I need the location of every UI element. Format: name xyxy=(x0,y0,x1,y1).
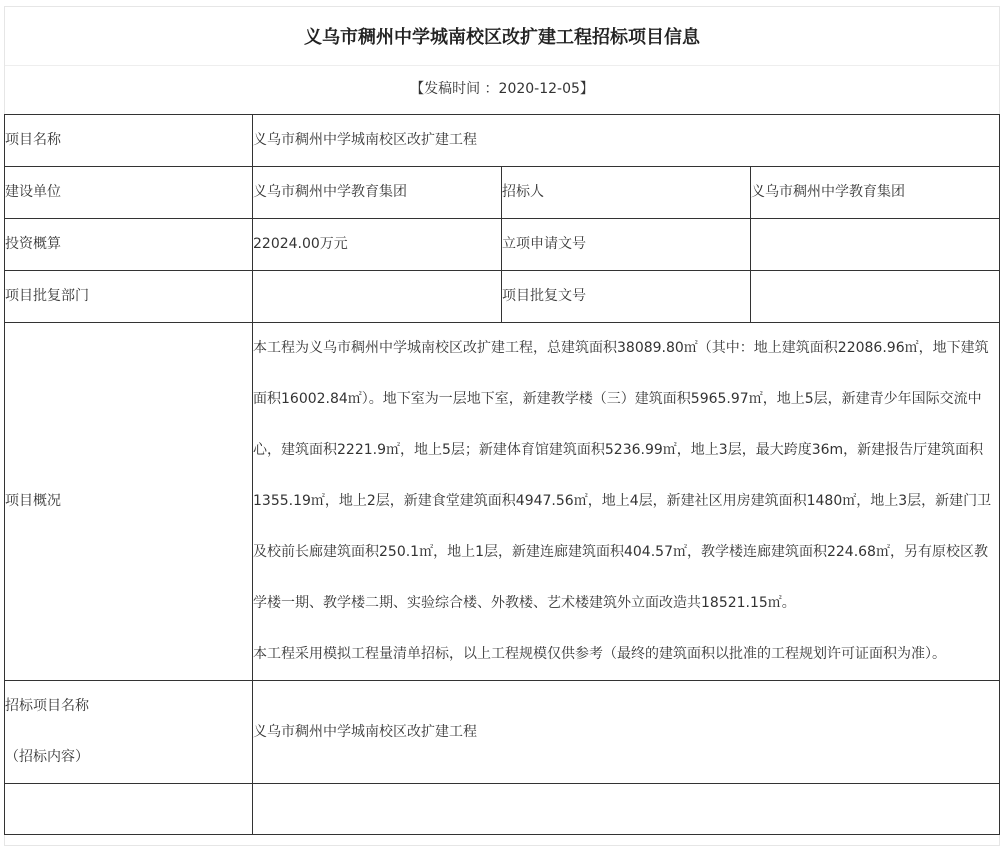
overview-label: 项目概况 xyxy=(5,323,253,681)
bid-name-label: 招标项目名称 xyxy=(5,698,89,714)
overview-value xyxy=(253,323,1000,681)
bid-name-value: 义乌市稠州中学城南校区改扩建工程 xyxy=(253,681,1000,784)
builder-value: 义乌市稠州中学教育集团 xyxy=(253,167,502,219)
table-row xyxy=(5,271,1000,323)
project-name-label: 项目名称 xyxy=(5,115,253,167)
table-row xyxy=(5,167,1000,219)
approval-doc-label: 立项申请文号 xyxy=(502,219,751,271)
builder-label: 建设单位 xyxy=(5,167,253,219)
table-row xyxy=(5,219,1000,271)
approval-dept-value xyxy=(253,271,502,323)
approval-doc-value xyxy=(751,219,1000,271)
publish-date: 【发稿时间 ：2020-12-05】 xyxy=(410,81,594,97)
budget-value: 22024.00万元 xyxy=(253,219,502,271)
title-divider xyxy=(5,65,999,66)
page-title: 义乌市稠州中学城南校区改扩建工程招标项目信息 xyxy=(304,27,700,48)
approval-no-value xyxy=(751,271,1000,323)
tenderer-value: 义乌市稠州中学教育集团 xyxy=(751,167,1000,219)
approval-dept-label: 项目批复部门 xyxy=(5,271,253,323)
project-info-table xyxy=(4,114,1000,835)
bid-name-label-cell xyxy=(5,681,253,784)
overview-paragraph: 本工程为义乌市稠州中学城南校区改扩建工程，总建筑面积38089.80㎡（其中：地上建筑面积22086.96㎡，地下建筑面积16002.84㎡）。地下室为一层地下室，新建教学楼（三）建筑面积5965.97㎡，地上5层，新建青少年国际交流中心，建筑面积2221.9㎡，地上5层；新建体育馆建筑面积5236.99㎡，地上3层，最大跨度36m，新建报告厅建筑面积1355.19㎡，地上2层，新建食堂建筑面积4947.56㎡，地上4层，新建社区用房建筑面积1480㎡，地上3层，新建门卫及校前长廊建筑面积250.1㎡，地上1层，新建连廊建筑面积404.57㎡，教学楼连廊建筑面积224.68㎡，另有原校区教学楼一期、教学楼二期、实验综合楼、外教楼、艺术楼建筑外立面改造共18521.15㎡。 xyxy=(253,340,992,611)
approval-no-label: 项目批复文号 xyxy=(502,271,751,323)
budget-label: 投资概算 xyxy=(5,219,253,271)
overview-paragraph: 本工程采用模拟工程量清单招标，以上工程规模仅供参考（最终的建筑面积以批准的工程规划许可证面积为准）。 xyxy=(253,646,946,662)
table-row xyxy=(5,323,1000,681)
table-row xyxy=(5,784,1000,835)
table-row xyxy=(5,681,1000,784)
project-name-value: 义乌市稠州中学城南校区改扩建工程 xyxy=(253,115,1000,167)
table-row xyxy=(5,115,1000,167)
tenderer-label: 招标人 xyxy=(502,167,751,219)
bid-name-label-sub: （招标内容） xyxy=(5,749,89,765)
